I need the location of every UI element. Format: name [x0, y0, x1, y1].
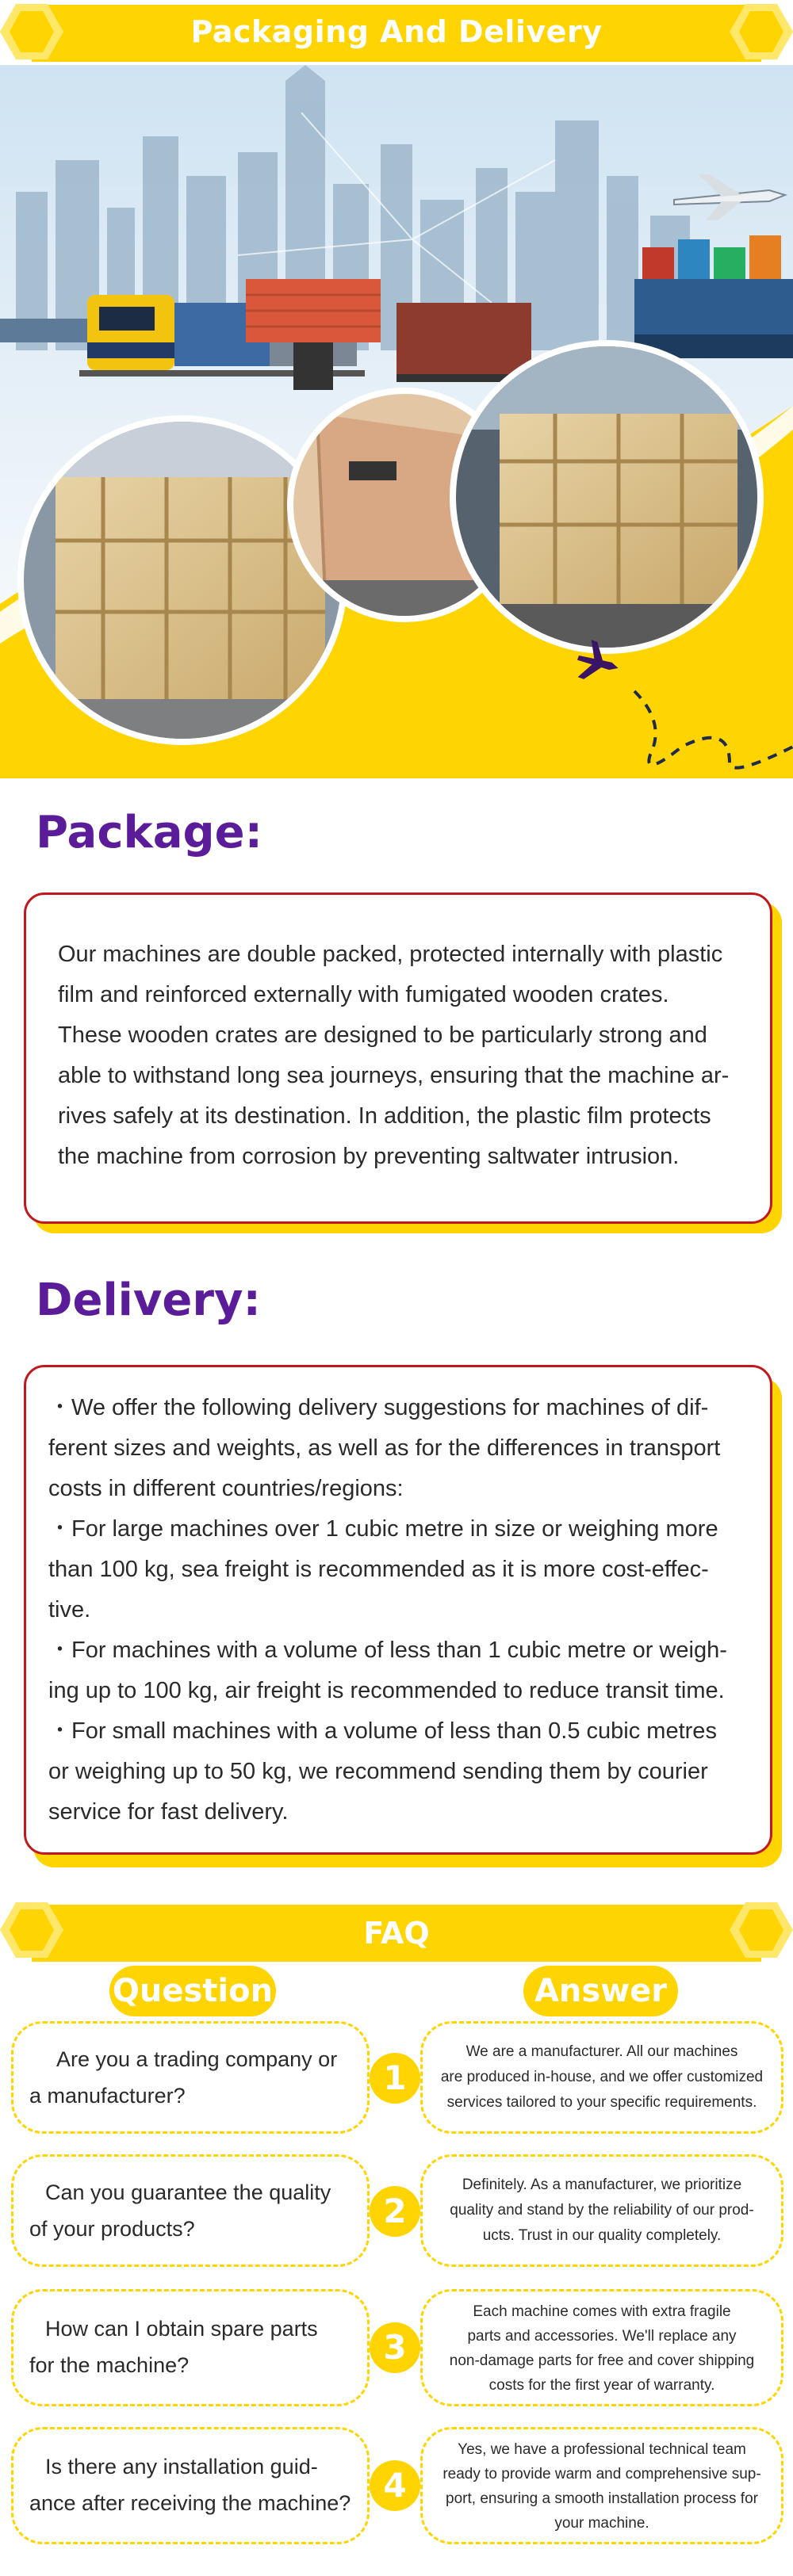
- question-label: Question: [109, 1966, 276, 2016]
- faq-answer-line: parts and accessories. We'll replace any: [467, 2328, 737, 2345]
- faq-answer-line: We are a manufacturer. All our machines: [465, 2043, 738, 2060]
- faq-answer-line: Yes, we have a professional technical team: [458, 2441, 746, 2458]
- truck-icon: [396, 303, 531, 382]
- faq-answer-line: are produced in-house, and we offer customized: [440, 2069, 764, 2085]
- faq-banner: [0, 1898, 793, 1970]
- delivery-line: ・For small machines with a volume of less than 0.5 cubic metres: [48, 1718, 717, 1744]
- package-heading: Package:: [36, 807, 263, 858]
- package-line: Our machines are double packed, protected internally with plastic: [58, 942, 723, 967]
- faq-number-badge: 4: [370, 2460, 420, 2511]
- faq-answer-4: [420, 2427, 783, 2544]
- faq-question-line: How can I obtain spare parts: [45, 2317, 318, 2341]
- package-text: [58, 934, 748, 1177]
- delivery-line: ferent sizes and weights, as well as for the differences in transport: [48, 1435, 721, 1461]
- faq-question-1: [11, 2021, 370, 2134]
- delivery-line: than 100 kg, sea freight is recommended as it is more cost-effec-: [48, 1557, 709, 1582]
- package-card: [24, 892, 772, 1224]
- faq-question-line: Are you a trading company or: [56, 2047, 338, 2071]
- delivery-heading: Delivery:: [36, 1275, 261, 1326]
- container-ship-icon: [634, 235, 793, 358]
- faq-answer-line: costs for the first year of warranty.: [488, 2377, 715, 2394]
- faq-answer-line: non-damage parts for free and cover shipping: [449, 2352, 755, 2369]
- top-banner: [0, 0, 793, 71]
- faq-question-line: for the machine?: [29, 2353, 190, 2377]
- delivery-line: service for fast delivery.: [48, 1799, 289, 1825]
- faq-answer-line: quality and stand by the reliability of our prod-: [450, 2202, 754, 2219]
- faq-answer-3: [420, 2289, 783, 2406]
- package-line: able to withstand long sea journeys, ensuring that the machine ar-: [58, 1063, 730, 1088]
- faq-question-line: a manufacturer?: [29, 2084, 186, 2108]
- faq-answer-line: your machine.: [554, 2515, 649, 2532]
- faq-answer-line: ready to provide warm and comprehensive sup-: [442, 2466, 761, 2482]
- package-line: the machine from corrosion by preventing saltwater intrusion.: [58, 1144, 680, 1169]
- delivery-line: ・For machines with a volume of less than 1 cubic metre or weigh-: [48, 1638, 727, 1663]
- faq-number-badge: 3: [370, 2322, 420, 2373]
- package-line: rives safely at its destination. In addition, the plastic film protects: [58, 1103, 711, 1129]
- hero-scene: [0, 65, 793, 778]
- faq-title: FAQ: [363, 1916, 430, 1951]
- package-line: film and reinforced externally with fumigated wooden crates.: [58, 982, 669, 1007]
- faq-answer-2: [420, 2154, 783, 2267]
- delivery-line: tive.: [48, 1597, 91, 1622]
- delivery-line: costs in different countries/regions:: [48, 1476, 404, 1501]
- faq-question-3: [11, 2289, 370, 2406]
- faq-answer-line: Definitely. As a manufacturer, we prioritize: [462, 2177, 742, 2193]
- delivery-line: or weighing up to 50 kg, we recommend sending them by courier: [48, 1759, 708, 1784]
- faq-answer-line: port, ensuring a smooth installation process for: [446, 2490, 758, 2507]
- faq-question-line: ance after receiving the machine?: [29, 2491, 351, 2515]
- faq-question-4: [11, 2427, 370, 2544]
- faq-number-badge: 1: [370, 2053, 420, 2104]
- faq-question-2: [11, 2154, 370, 2267]
- delivery-card: [24, 1365, 772, 1855]
- faq-question-line: Can you guarantee the quality: [45, 2180, 331, 2204]
- faq-question-line: of your products?: [29, 2217, 195, 2241]
- delivery-line: ・For large machines over 1 cubic metre in size or weighing more: [48, 1516, 718, 1542]
- delivery-text: [48, 1388, 762, 1833]
- delivery-line: ing up to 100 kg, air freight is recommended to reduce transit time.: [48, 1678, 725, 1703]
- faq-answer-line: ucts. Trust in our quality completely.: [482, 2227, 722, 2244]
- hero-illustration: [0, 65, 793, 778]
- faq-question-line: Is there any installation guid-: [45, 2455, 318, 2479]
- answer-label: Answer: [523, 1966, 678, 2016]
- package-line: These wooden crates are designed to be particularly strong and: [58, 1022, 707, 1048]
- flight-path-dashes: [634, 691, 793, 768]
- faq-answer-line: Each machine comes with extra fragile: [473, 2303, 731, 2320]
- harbour-ship: [0, 319, 95, 342]
- delivery-line: ・We offer the following delivery suggestions for machines of dif-: [48, 1395, 709, 1420]
- faq-answer-1: [420, 2021, 783, 2134]
- faq-answer-line: services tailored to your specific requirements.: [446, 2094, 757, 2111]
- banner-title: Packaging And Delivery: [190, 14, 603, 49]
- faq-number-badge: 2: [370, 2186, 420, 2237]
